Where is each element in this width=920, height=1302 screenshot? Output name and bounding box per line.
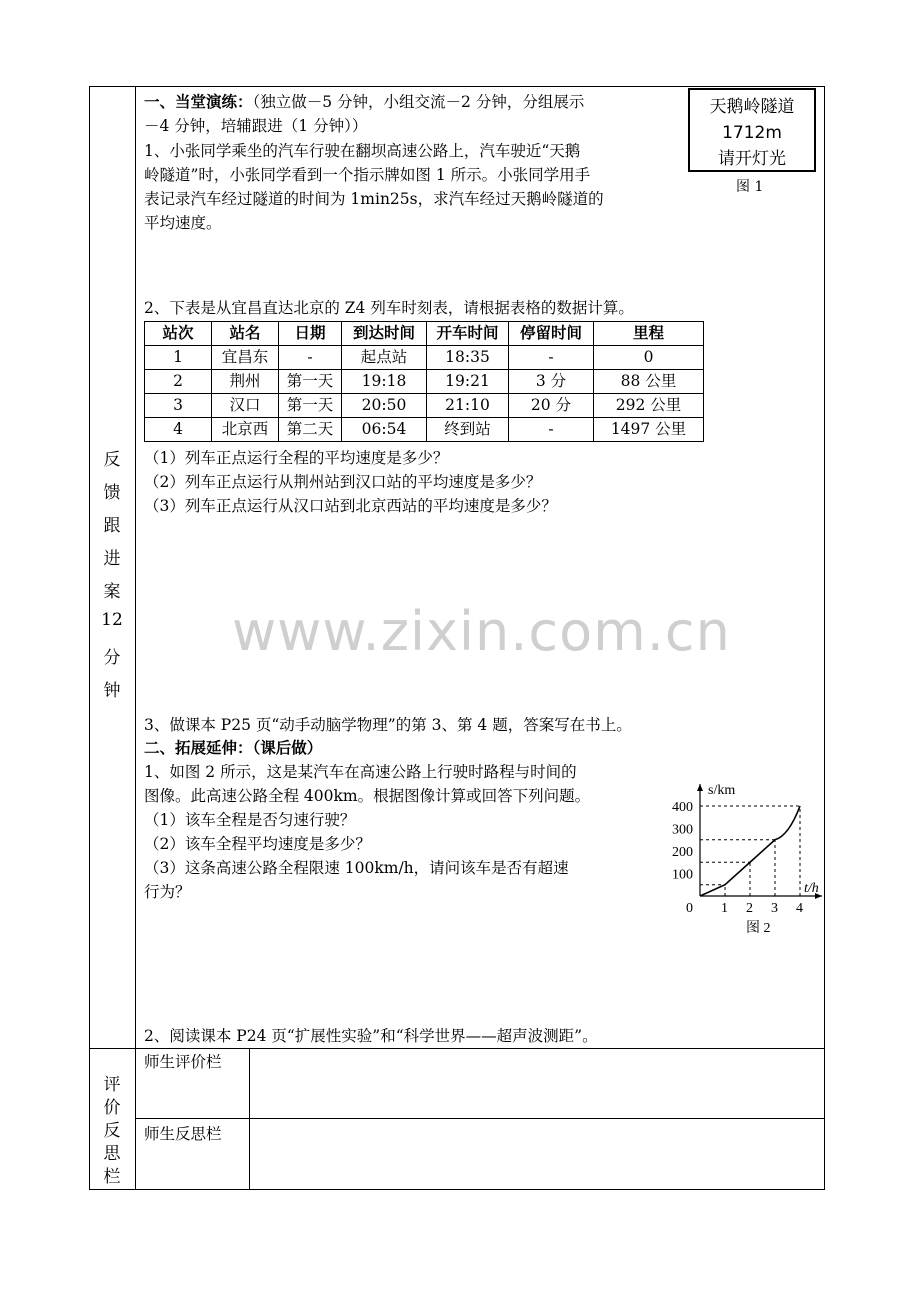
figure2-caption: 图 2 bbox=[746, 921, 771, 936]
table-row bbox=[145, 346, 704, 370]
feedback-label-char: 分 bbox=[103, 648, 121, 668]
timetable-header: 开车时间 bbox=[427, 322, 509, 346]
timetable-header: 里程 bbox=[594, 322, 704, 346]
feedback-label-char: 案 bbox=[103, 582, 121, 602]
s2-q1-line: （2）该车全程平均速度是多少？ bbox=[144, 835, 371, 853]
eval-row2-label: 师生反思栏 bbox=[144, 1125, 222, 1143]
y-tick-label: 300 bbox=[672, 822, 693, 838]
s1-q3: 3、做课本 P25 页“动手动脑学物理”的第 3、第 4 题，答案写在书上。 bbox=[144, 716, 632, 734]
section-divider bbox=[89, 1048, 825, 1049]
evaluation-input-area[interactable] bbox=[252, 1052, 820, 1114]
evaluation-label-char: 评 bbox=[103, 1075, 121, 1095]
frame-left bbox=[89, 86, 90, 1190]
table-cell: 292 公里 bbox=[594, 394, 704, 418]
table-cell: 4 bbox=[145, 418, 212, 442]
section1-title-note-line2: －4 分钟，培辅跟进（1 分钟）） bbox=[144, 117, 368, 135]
feedback-label-char: 跟 bbox=[103, 516, 121, 536]
feedback-label-char: 12 bbox=[101, 610, 123, 630]
sign-line2: 1712m bbox=[722, 123, 782, 143]
evaluation-label-char: 价 bbox=[103, 1098, 121, 1118]
table-cell: 第一天 bbox=[279, 394, 342, 418]
table-cell: 1497 公里 bbox=[594, 418, 704, 442]
eval-inner-divider bbox=[249, 1048, 250, 1189]
table-cell: - bbox=[509, 418, 594, 442]
table-row bbox=[145, 418, 704, 442]
label-column-divider bbox=[135, 86, 136, 1190]
table-cell: 3 bbox=[145, 394, 212, 418]
s1-q1-line: 1、小张同学乘坐的汽车行驶在翻坝高速公路上，汽车驶近“天鹅 bbox=[144, 142, 581, 160]
x-tick-label: 3 bbox=[771, 901, 778, 916]
table-cell: 19:18 bbox=[342, 370, 427, 394]
tunnel-sign bbox=[688, 88, 816, 172]
evaluation-label-char: 反 bbox=[103, 1121, 121, 1141]
s1-q1-line: 平均速度。 bbox=[144, 214, 222, 232]
x-tick-label: 2 bbox=[746, 901, 753, 916]
reflection-input-area[interactable] bbox=[252, 1122, 820, 1184]
feedback-label-char: 进 bbox=[103, 549, 121, 569]
table-cell: 0 bbox=[594, 346, 704, 370]
s1-q2-sub: （2）列车正点运行从荆州站到汉口站的平均速度是多少？ bbox=[144, 473, 542, 491]
s2-q1-line: 行为？ bbox=[144, 883, 191, 901]
watermark: www.zixin.com.cn bbox=[232, 600, 731, 663]
frame-bottom bbox=[89, 1189, 825, 1190]
eval-row1-label: 师生评价栏 bbox=[144, 1053, 222, 1071]
s2-q1-line: 1、如图 2 所示，这是某汽车在高速公路上行驶时路程与时间的 bbox=[144, 763, 577, 781]
s1-q2-sub: （1）列车正点运行全程的平均速度是多少？ bbox=[144, 449, 449, 467]
evaluation-label-char: 栏 bbox=[103, 1167, 121, 1187]
feedback-label-char: 钟 bbox=[103, 681, 121, 701]
feedback-label-char: 反 bbox=[103, 450, 121, 470]
y-axis-label: s/km bbox=[708, 783, 736, 798]
table-cell: 20 分 bbox=[509, 394, 594, 418]
eval-row-divider bbox=[135, 1118, 825, 1119]
section1-title-note: （独立做－5 分钟，小组交流－2 分钟，分组展示 bbox=[252, 93, 585, 111]
s1-q2-sub: （3）列车正点运行从汉口站到北京西站的平均速度是多少？ bbox=[144, 497, 557, 515]
feedback-label-char: 馈 bbox=[103, 483, 121, 503]
table-cell: 北京西 bbox=[212, 418, 279, 442]
s2-q1-line: （3）这条高速公路全程限速 100km/h，请问该车是否有超速 bbox=[144, 859, 569, 877]
timetable-header: 到达时间 bbox=[342, 322, 427, 346]
x-tick-label: 1 bbox=[721, 901, 728, 916]
sign-line1: 天鹅岭隧道 bbox=[709, 97, 795, 117]
s1-q1-line: 岭隧道”时，小张同学看到一个指示牌如图 1 所示。小张同学用手 bbox=[144, 166, 591, 184]
s2-q1-line: 图像。此高速公路全程 400km。根据图像计算或回答下列问题。 bbox=[144, 787, 591, 805]
table-cell: 起点站 bbox=[342, 346, 427, 370]
timetable-header-row bbox=[145, 322, 704, 346]
table-cell: 2 bbox=[145, 370, 212, 394]
table-cell: 终到站 bbox=[427, 418, 509, 442]
table-cell: 06:54 bbox=[342, 418, 427, 442]
frame-top bbox=[89, 86, 825, 87]
s2-q1-line: （1）该车全程是否匀速行驶？ bbox=[144, 811, 356, 829]
table-cell: - bbox=[279, 346, 342, 370]
table-cell: 88 公里 bbox=[594, 370, 704, 394]
table-cell: 宜昌东 bbox=[212, 346, 279, 370]
table-row bbox=[145, 394, 704, 418]
y-tick-label: 200 bbox=[672, 845, 693, 860]
table-cell: 21:10 bbox=[427, 394, 509, 418]
s1-q1-line: 表记录汽车经过隧道的时间为 1min25s，求汽车经过天鹅岭隧道的 bbox=[144, 190, 604, 208]
timetable-header: 站名 bbox=[212, 322, 279, 346]
table-cell: 3 分 bbox=[509, 370, 594, 394]
figure1-caption: 图 1 bbox=[736, 179, 764, 195]
table-cell: 1 bbox=[145, 346, 212, 370]
timetable-header: 站次 bbox=[145, 322, 212, 346]
s1-q2-intro: 2、下表是从宜昌直达北京的 Z4 列车时刻表，请根据表格的数据计算。 bbox=[144, 299, 634, 317]
y-tick-label: 400 bbox=[672, 800, 693, 815]
table-cell: 第一天 bbox=[279, 370, 342, 394]
timetable-header: 停留时间 bbox=[509, 322, 594, 346]
x-axis-label: t/h bbox=[804, 881, 819, 896]
timetable bbox=[144, 321, 704, 442]
table-cell: 18:35 bbox=[427, 346, 509, 370]
table-cell: 荆州 bbox=[212, 370, 279, 394]
table-cell: - bbox=[509, 346, 594, 370]
y-axis-arrow bbox=[697, 784, 703, 791]
table-cell: 19:21 bbox=[427, 370, 509, 394]
table-cell: 第二天 bbox=[279, 418, 342, 442]
s2-q2: 2、阅读课本 P24 页“扩展性实验”和“科学世界——超声波测距”。 bbox=[144, 1027, 598, 1045]
frame-right bbox=[824, 86, 825, 1190]
x-tick-label: 4 bbox=[796, 901, 803, 916]
sign-line3: 请开灯光 bbox=[718, 149, 786, 169]
section1-heading bbox=[144, 90, 584, 114]
table-row bbox=[145, 370, 704, 394]
section2-title: 二、拓展延伸：（课后做） bbox=[144, 738, 323, 757]
table-cell: 汉口 bbox=[212, 394, 279, 418]
evaluation-label-char: 思 bbox=[103, 1144, 121, 1164]
timetable-header: 日期 bbox=[279, 322, 342, 346]
distance-time-chart bbox=[668, 766, 828, 938]
section1-title: 一、当堂演练： bbox=[144, 92, 253, 111]
table-cell: 20:50 bbox=[342, 394, 427, 418]
origin-label: 0 bbox=[686, 901, 693, 916]
y-tick-label: 100 bbox=[672, 867, 693, 883]
